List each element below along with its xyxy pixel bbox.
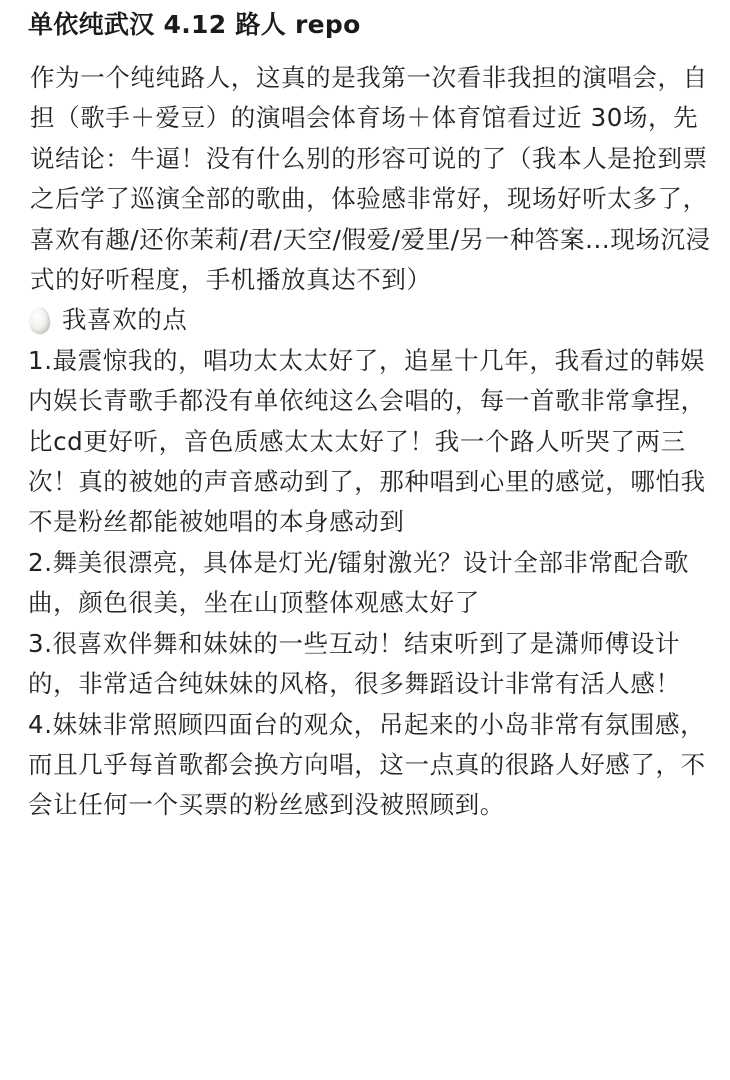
egg-icon <box>30 308 50 334</box>
point-paragraph-2: 2.舞美很漂亮，具体是灯光/镭射激光？设计全部非常配合歌曲，颜色很美，坐在山顶整体观感太好了 <box>28 547 689 618</box>
point-paragraph-3: 3.很喜欢伴舞和妹妹的一些互动！结束听到了是潇师傅设计的，非常适合纯妹妹的风格，很多舞蹈设计非常有活人感！ <box>28 628 681 699</box>
post-body <box>28 58 714 826</box>
section-heading <box>28 300 714 340</box>
section-heading-text: 我喜欢的点 <box>62 305 188 335</box>
point-paragraph-4: 4.妹妹非常照顾四面台的观众，吊起来的小岛非常有氛围感，而且几乎每首歌都会换方向唱，这一点真的很路人好感了，不会让任何一个买票的粉丝感到没被照顾到。 <box>28 709 706 820</box>
post-title: 单依纯武汉 4.12 路人 repo <box>28 10 361 39</box>
intro-paragraph: 作为一个纯纯路人，这真的是我第一次看非我担的演唱会，自担（歌手＋爱豆）的演唱会体育场＋体育馆看过近 30场，先说结论：牛逼！没有什么别的形容可说的了（我本人是抢到票之后学了巡演全部的歌曲，体验感非常好，现场好听太多了，喜欢有趣/还你茉莉/君/天空/假爱/爱里/另一种答案...现场沉浸式的好听程度，手机播放真达不到） <box>30 63 711 295</box>
point-paragraph-1: 1.最震惊我的，唱功太太太好了，追星十几年，我看过的韩娱内娱长青歌手都没有单依纯这么会唱的，每一首歌非常拿捏，比cd更好听，音色质感太太太好了！我一个路人听哭了两三次！真的被她的声音感动到了，那种唱到心里的感觉，哪怕我不是粉丝都能被她唱的本身感动到 <box>28 345 706 537</box>
